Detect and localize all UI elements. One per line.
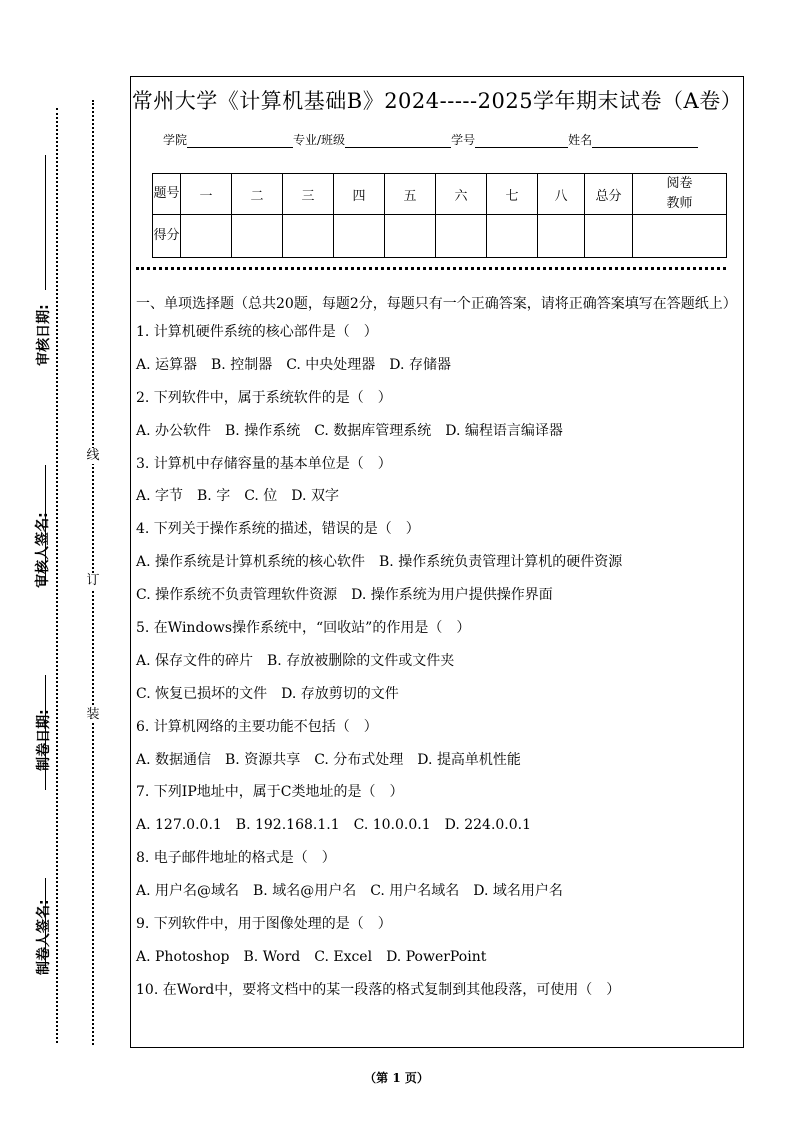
score-cell-grader[interactable] [633,215,727,258]
cut-mark-zhuang: 装 [84,707,102,723]
question-1: 1. 计算机硬件系统的核心部件是（ ） [136,324,378,340]
score-cell[interactable] [385,215,436,258]
score-col-8: 八 [538,174,585,215]
question-content [136,292,736,1012]
question-4-options-ab: A. 操作系统是计算机系统的核心软件 B. 操作系统负责管理计算机的硬件资源 [136,554,623,571]
score-header-question-no: 题号 [153,174,181,215]
score-cell-total[interactable] [585,215,633,258]
question-6-options: A. 数据通信 B. 资源共享 C. 分布式处理 D. 提高单机性能 [136,751,521,768]
question-10: 10. 在Word中，要将文档中的某一段落的格式复制到其他段落，可使用（ ） [136,981,621,998]
question-8: 8. 电子邮件地址的格式是（ ） [136,850,336,867]
score-header-score: 得分 [153,215,181,258]
question-3: 3. 计算机中存储容量的基本单位是（ ） [136,455,392,472]
score-col-total: 总分 [585,174,633,215]
review-date-label: 审核日期: [36,304,52,366]
score-table [152,173,727,258]
question-8-options: A. 用户名@域名 B. 域名@用户名 C. 用户名域名 D. 域名用户名 [136,883,563,900]
question-4: 4. 下列关于操作系统的描述，错误的是（ ） [136,521,420,538]
question-6: 6. 计算机网络的主要功能不包括（ ） [136,718,378,735]
cut-mark-xian: 线 [84,448,102,464]
header-separator [136,267,726,270]
score-col-5: 五 [385,174,436,215]
question-5-options-ab: A. 保存文件的碎片 B. 存放被删除的文件或文件夹 [136,652,455,669]
question-5-options-cd: C. 恢复已损坏的文件 D. 存放剪切的文件 [136,685,399,702]
info-label-major-class: 专业/班级 [293,133,346,147]
student-id-blank[interactable] [475,133,568,148]
score-col-2: 二 [232,174,283,215]
score-cell[interactable] [181,215,232,258]
question-1-options: A. 运算器 B. 控制器 C. 中央处理器 D. 存储器 [136,356,451,373]
score-col-grader [633,174,727,215]
name-blank[interactable] [592,133,698,148]
section-heading: 一、单项选择题（总共20题，每题2分，每题只有一个正确答案，请将正确答案填写在答题纸上） [136,296,737,312]
college-blank[interactable] [187,133,293,148]
question-7-options: A. 127.0.0.1 B. 192.168.1.1 C. 10.0.0.1 D. 224.0.0.1 [136,817,532,834]
signature-line-4 [45,155,46,290]
maker-signature-label: 制卷人签名: [36,899,52,975]
score-col-1: 一 [181,174,232,215]
score-cell[interactable] [283,215,334,258]
score-col-7: 七 [487,174,538,215]
info-label-student-id: 学号 [451,133,476,147]
left-dotted-line-outer [56,108,58,1043]
score-cell[interactable] [334,215,385,258]
question-2-options: A. 办公软件 B. 操作系统 C. 数据库管理系统 D. 编程语言编译器 [136,422,563,439]
score-col-4: 四 [334,174,385,215]
score-cell[interactable] [232,215,283,258]
major-class-blank[interactable] [345,133,451,148]
score-col-6: 六 [436,174,487,215]
question-4-options-cd: C. 操作系统不负责管理软件资源 D. 操作系统为用户提供操作界面 [136,587,553,604]
question-3-options: A. 字节 B. 字 C. 位 D. 双字 [136,488,339,505]
reviewer-signature-label: 审核人签名: [35,512,51,588]
question-9: 9. 下列软件中，用于图像处理的是（ ） [136,916,392,933]
student-info-row [163,131,698,148]
score-cell[interactable] [436,215,487,258]
score-cell[interactable] [538,215,585,258]
cut-mark-ding: 订 [84,573,102,589]
score-cell[interactable] [487,215,538,258]
question-7: 7. 下列IP地址中，属于C类地址的是（ ） [136,784,404,801]
question-5: 5. 在Windows操作系统中，“回收站”的作用是（ ） [136,620,471,637]
maker-date-label: 制卷日期: [36,709,52,771]
exam-title: 常州大学《计算机基础B》2024-----2025学年期末试卷（A卷） [131,89,743,113]
info-label-name: 姓名 [568,133,593,147]
score-col-3: 三 [283,174,334,215]
info-label-college: 学院 [163,133,188,147]
page-number: （第 1 页） [364,1071,429,1085]
grader-label: 阅卷教师 [666,176,693,211]
question-2: 2. 下列软件中，属于系统软件的是（ ） [136,389,392,406]
question-9-options: A. Photoshop B. Word C. Excel D. PowerPoint [136,948,487,965]
